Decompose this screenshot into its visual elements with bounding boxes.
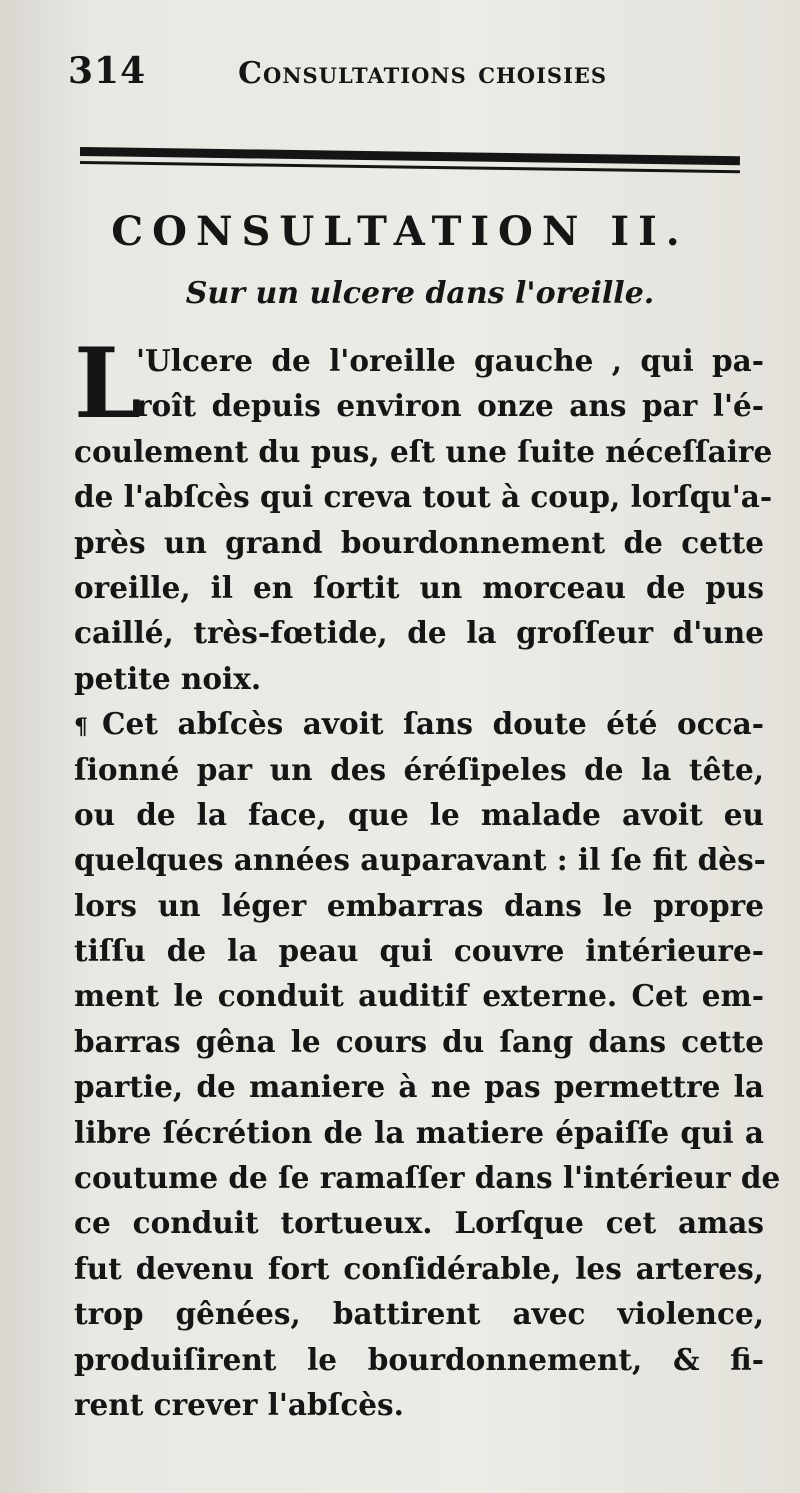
consultation-subtitle: Sur un ulcere dans l'oreille. (185, 276, 655, 311)
text-line: petite noix. (74, 660, 262, 696)
text-line: roît depuis environ onze ans par l'é- (136, 388, 764, 424)
text-line: ou de la face, que le malade avoit eu (74, 796, 764, 832)
page-number: 314 (68, 50, 147, 92)
text-line: partie, de maniere à ne pas permettre la (74, 1069, 764, 1105)
text-line-content: Cet abſcès avoit ſans doute été occa- (102, 706, 764, 742)
text-line: oreille, il en ſortit un morceau de pus (74, 569, 764, 605)
text-line: coutume de ſe ramaſſer dans l'intérieur de (74, 1160, 781, 1196)
text-line: quelques années auparavant : il ſe fit dès- (74, 842, 766, 878)
text-line: tiſſu de la peau qui couvre intérieure- (74, 933, 764, 969)
body-text (74, 327, 781, 1427)
text-line: rent crever l'abſcès. (74, 1386, 404, 1422)
text-line: 'Ulcere de l'oreille gauche , qui pa- (136, 343, 764, 378)
text-line: produiſirent le bourdonnement, & fi- (74, 1341, 764, 1377)
consultation-heading: CONSULTATION II. (111, 208, 689, 255)
text-line: caillé, très-fœtide, de la groſſeur d'une (74, 615, 764, 651)
text-line (74, 701, 764, 746)
text-line: près un grand bourdonnement de cette (74, 524, 764, 560)
paragraph-opening (74, 327, 764, 440)
text-line: ſionné par un des éréſipeles de la tête, (74, 751, 764, 787)
text-line: barras gêna le cours du ſang dans cette (74, 1023, 764, 1059)
text-line: fut devenu fort conſidérable, les arteres, (74, 1250, 764, 1286)
text-line: trop gênées, battirent avec violence, (74, 1296, 764, 1332)
running-title: Consultations choisies (238, 56, 608, 91)
paragraph-mark: ¶ (74, 714, 88, 741)
text-line: lors un léger embarras dans le propre (74, 887, 764, 923)
text-line: ment le conduit auditif externe. Cet em- (74, 978, 764, 1014)
drop-cap: L (74, 327, 142, 440)
text-line: de l'abſcès qui creva tout à coup, lorſqu'a- (74, 479, 773, 515)
text-line: coulement du pus, eſt une ſuite néceſſaire (74, 433, 773, 469)
text-line: libre ſécrétion de la matiere épaiſſe qui a (74, 1114, 764, 1150)
text-line: ce conduit tortueux. Lorſque cet amas (74, 1205, 764, 1241)
page-header (68, 50, 678, 100)
